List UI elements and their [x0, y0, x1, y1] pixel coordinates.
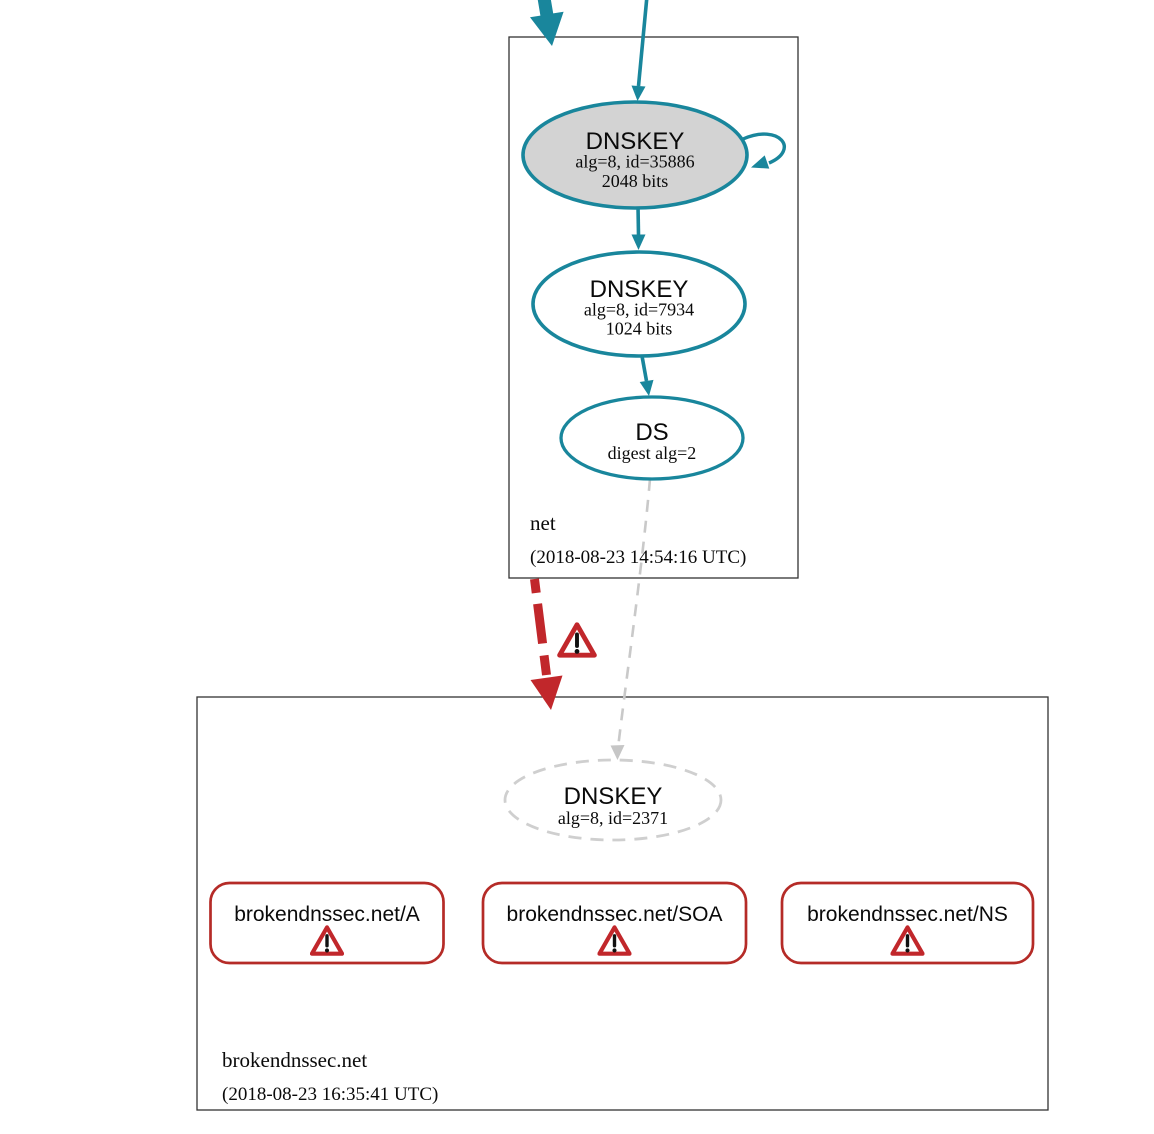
node-broken-dnskey [505, 760, 721, 840]
edge-ksk-to-zsk [638, 206, 639, 235]
rrset-node-soa [483, 883, 746, 963]
node-title: DS [635, 419, 669, 446]
warning-icon [560, 625, 595, 655]
rrset-node-a [211, 883, 444, 963]
node-bits: 2048 bits [601, 171, 669, 191]
node-title: DNSKEY [585, 128, 685, 155]
node-net-ds [561, 397, 743, 479]
zone-timestamp-net: (2018-08-23 14:54:16 UTC) [530, 547, 747, 568]
node-bits: 1024 bits [605, 318, 673, 339]
node-detail: alg=8, id=2371 [557, 808, 669, 828]
node-title: DNSKEY [589, 276, 689, 303]
zone-timestamp-brokendnssec: (2018-08-23 16:35:41 UTC) [222, 1084, 439, 1105]
node-detail: alg=8, id=7934 [583, 299, 695, 320]
node-detail: digest alg=2 [607, 443, 697, 463]
rrset-label: brokendnssec.net/SOA [506, 903, 723, 926]
node-net-ksk [523, 102, 747, 208]
node-detail: alg=8, id=35886 [575, 151, 695, 172]
edge-delegation-bogus [535, 579, 547, 675]
node-title: DNSKEY [563, 783, 663, 810]
zone-name-net: net [530, 511, 556, 535]
rrset-label: brokendnssec.net/NS [807, 903, 1008, 926]
rrset-node-ns [782, 883, 1033, 963]
zone-name-brokendnssec: brokendnssec.net [222, 1048, 368, 1072]
node-net-zsk [533, 252, 745, 356]
rrset-label: brokendnssec.net/A [234, 903, 420, 926]
